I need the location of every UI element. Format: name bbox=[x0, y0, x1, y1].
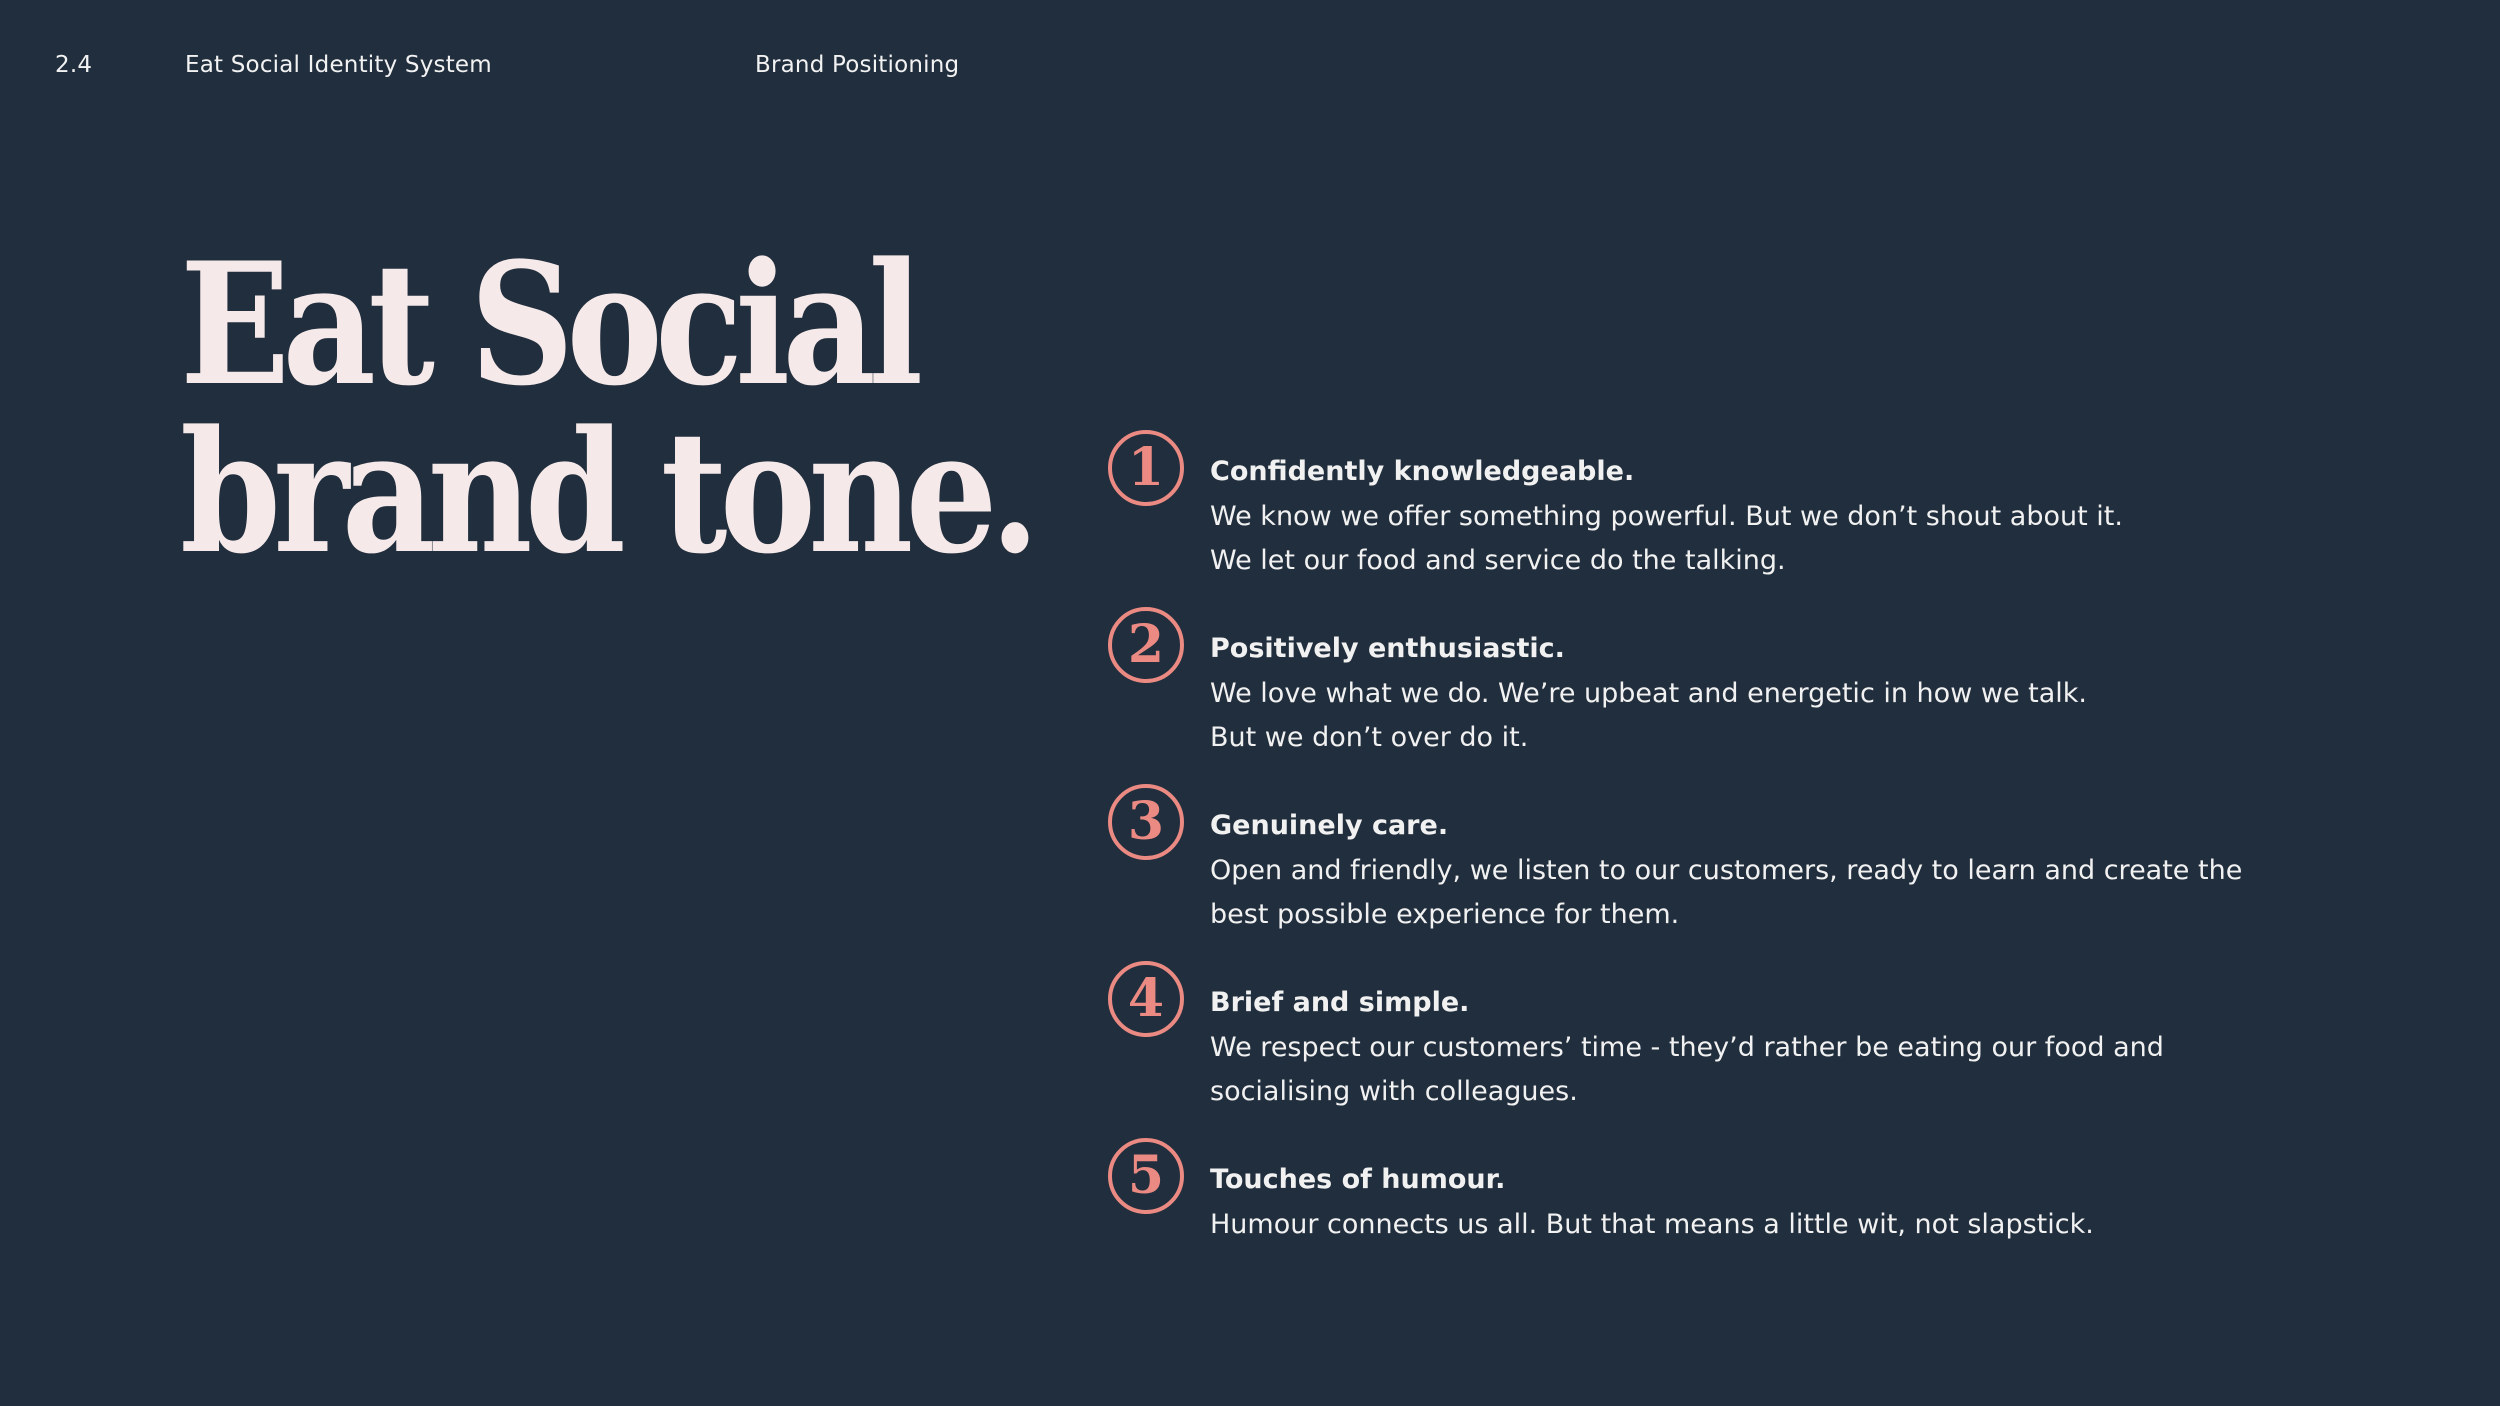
headline-line-2: brand tone. bbox=[180, 393, 1033, 591]
tone-item-3 bbox=[1108, 784, 2308, 961]
number-circle-icon: 5 bbox=[1108, 1138, 1184, 1214]
tone-description-line: best possible experience for them. bbox=[1210, 899, 1680, 930]
number-circle-icon: 2 bbox=[1108, 607, 1184, 683]
number-circle-icon: 1 bbox=[1108, 430, 1184, 506]
number-circle-icon: 3 bbox=[1108, 784, 1184, 860]
tone-description-line: We love what we do. We’re upbeat and energetic in how we talk. bbox=[1210, 677, 2087, 709]
tone-description-line: But we don’t over do it. bbox=[1210, 722, 1529, 753]
tone-title: Confidently knowledgeable. bbox=[1210, 456, 1635, 487]
document-title: Eat Social Identity System bbox=[185, 52, 492, 78]
tone-title: Positively enthusiastic. bbox=[1210, 633, 1565, 664]
section-title: Brand Positioning bbox=[755, 52, 960, 78]
headline-line-1: Eat Social bbox=[180, 225, 916, 423]
tone-description-line: We know we offer something powerful. But we don’t shout about it. bbox=[1210, 500, 2123, 532]
tone-description-line: We respect our customers’ time - they’d rather be eating our food and bbox=[1210, 1031, 2164, 1063]
tone-item-4 bbox=[1108, 961, 2308, 1138]
number-circle-icon: 4 bbox=[1108, 961, 1184, 1037]
tone-title: Genuinely care. bbox=[1210, 810, 1449, 841]
brand-tone-list bbox=[1108, 430, 2308, 1315]
tone-description-line: Open and friendly, we listen to our customers, ready to learn and create the bbox=[1210, 854, 2243, 886]
tone-description-line: Humour connects us all. But that means a little wit, not slapstick. bbox=[1210, 1208, 2094, 1240]
section-number: 2.4 bbox=[55, 52, 93, 78]
tone-title: Touches of humour. bbox=[1210, 1164, 1506, 1195]
tone-item-1 bbox=[1108, 430, 2308, 607]
tone-item-2 bbox=[1108, 607, 2308, 784]
page-headline bbox=[180, 225, 1033, 591]
tone-item-5 bbox=[1108, 1138, 2308, 1315]
tone-description-line: socialising with colleagues. bbox=[1210, 1076, 1578, 1107]
tone-description-line: We let our food and service do the talking. bbox=[1210, 545, 1786, 576]
tone-title: Brief and simple. bbox=[1210, 987, 1470, 1018]
